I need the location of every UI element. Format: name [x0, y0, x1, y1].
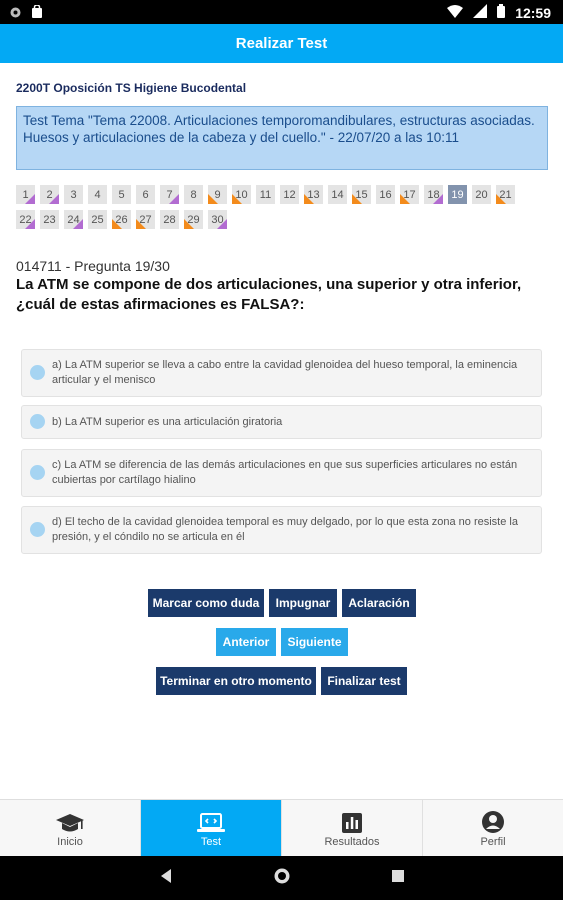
user-circle-icon	[481, 808, 505, 834]
test-name: 2200T Oposición TS Higiene Bucodental	[16, 81, 247, 95]
question-number-button[interactable]: 20	[472, 185, 491, 204]
nav-item-resultados[interactable]	[282, 800, 423, 856]
test-content	[0, 63, 563, 799]
question-number-button[interactable]: 7	[160, 185, 179, 204]
app-bar-title: Realizar Test	[235, 35, 328, 52]
question-number-button[interactable]: 19	[448, 185, 467, 204]
radio-button[interactable]	[30, 414, 45, 429]
bag-icon	[31, 5, 43, 21]
finish-later-button[interactable]: Terminar en otro momento	[156, 667, 316, 695]
mark-doubt-button[interactable]: Marcar como duda	[148, 589, 264, 617]
bottom-navigation	[0, 799, 563, 856]
nav-label: Inicio	[57, 836, 83, 848]
question-number-button[interactable]: 24	[64, 210, 83, 229]
question-number-button[interactable]: 21	[496, 185, 515, 204]
nav-item-perfil[interactable]	[423, 800, 563, 856]
nav-item-test[interactable]	[141, 800, 282, 856]
question-number-button[interactable]: 26	[112, 210, 131, 229]
question-number-button[interactable]: 6	[136, 185, 155, 204]
question-navigator	[16, 185, 536, 235]
wifi-icon	[447, 5, 463, 21]
question-number-button[interactable]: 10	[232, 185, 251, 204]
clarification-button[interactable]: Aclaración	[342, 589, 416, 617]
answer-option-d[interactable]	[21, 506, 542, 554]
answer-option-c[interactable]	[21, 449, 542, 497]
nav-item-inicio[interactable]	[0, 800, 141, 856]
signal-icon	[473, 4, 487, 21]
home-icon[interactable]	[273, 867, 291, 890]
previous-button[interactable]: Anterior	[216, 628, 276, 656]
question-number-button[interactable]: 9	[208, 185, 227, 204]
question-meta: 014711 - Pregunta 19/30	[16, 258, 170, 274]
question-number-button[interactable]: 16	[376, 185, 395, 204]
radio-button[interactable]	[30, 522, 45, 537]
radio-button[interactable]	[30, 365, 45, 380]
question-grid-row	[16, 210, 536, 229]
question-number-button[interactable]: 29	[184, 210, 203, 229]
question-number-button[interactable]: 17	[400, 185, 419, 204]
system-navigation-bar	[0, 856, 563, 900]
answer-text: b) La ATM superior es una articulación giratoria	[52, 415, 283, 428]
answer-text: c) La ATM se diferencia de las demás articulaciones en que sus superficies articulares no están cubiertas por cartílago hialino	[52, 459, 518, 486]
bar-chart-icon	[341, 808, 363, 834]
next-button[interactable]: Siguiente	[281, 628, 348, 656]
notification-dot-icon	[10, 6, 21, 21]
nav-label: Test	[200, 836, 222, 848]
radio-button[interactable]	[30, 465, 45, 480]
question-number-button[interactable]: 5	[112, 185, 131, 204]
question-number-button[interactable]: 13	[304, 185, 323, 204]
status-time: 12:59	[515, 4, 551, 21]
nav-label: Perfil	[480, 836, 506, 848]
question-number-button[interactable]: 30	[208, 210, 227, 229]
answer-text: d) El techo de la cavidad glenoidea temporal es muy delgado, por lo que esta zona no resiste la presión, y el cóndilo no se articula en él	[52, 516, 518, 543]
test-description: Test Tema "Tema 22008. Articulaciones temporomandibulares, estructuras asociadas. Huesos y articulaciones de la cabeza y del cuello." - 22/07/20 a las 10:11	[16, 106, 548, 170]
app-bar	[0, 24, 563, 63]
back-icon[interactable]	[159, 868, 173, 889]
status-bar	[0, 0, 563, 24]
question-number-button[interactable]: 28	[160, 210, 179, 229]
question-number-button[interactable]: 22	[16, 210, 35, 229]
laptop-code-icon	[196, 808, 226, 834]
recents-icon[interactable]	[391, 869, 405, 888]
graduation-cap-icon	[55, 808, 85, 834]
answer-option-a[interactable]	[21, 349, 542, 397]
nav-label: Resultados	[324, 836, 380, 848]
question-number-button[interactable]: 25	[88, 210, 107, 229]
question-number-button[interactable]: 2	[40, 185, 59, 204]
question-number-button[interactable]: 8	[184, 185, 203, 204]
question-number-button[interactable]: 23	[40, 210, 59, 229]
question-number-button[interactable]: 27	[136, 210, 155, 229]
question-number-button[interactable]: 1	[16, 185, 35, 204]
question-number-button[interactable]: 4	[88, 185, 107, 204]
question-number-button[interactable]: 3	[64, 185, 83, 204]
question-number-button[interactable]: 15	[352, 185, 371, 204]
question-number-button[interactable]: 18	[424, 185, 443, 204]
answer-option-b[interactable]	[21, 405, 542, 439]
question-number-button[interactable]: 12	[280, 185, 299, 204]
question-number-button[interactable]: 11	[256, 185, 275, 204]
question-number-button[interactable]: 14	[328, 185, 347, 204]
question-grid-row	[16, 185, 536, 204]
challenge-button[interactable]: Impugnar	[269, 589, 337, 617]
answer-text: a) La ATM superior se lleva a cabo entre la cavidad glenoidea del hueso temporal, la eminencia articular y el menisco	[52, 359, 518, 386]
battery-icon	[497, 4, 505, 21]
finish-test-button[interactable]: Finalizar test	[321, 667, 407, 695]
question-text: La ATM se compone de dos articulaciones, una superior y otra inferior, ¿cuál de estas afirmaciones es FALSA?:	[16, 276, 522, 313]
